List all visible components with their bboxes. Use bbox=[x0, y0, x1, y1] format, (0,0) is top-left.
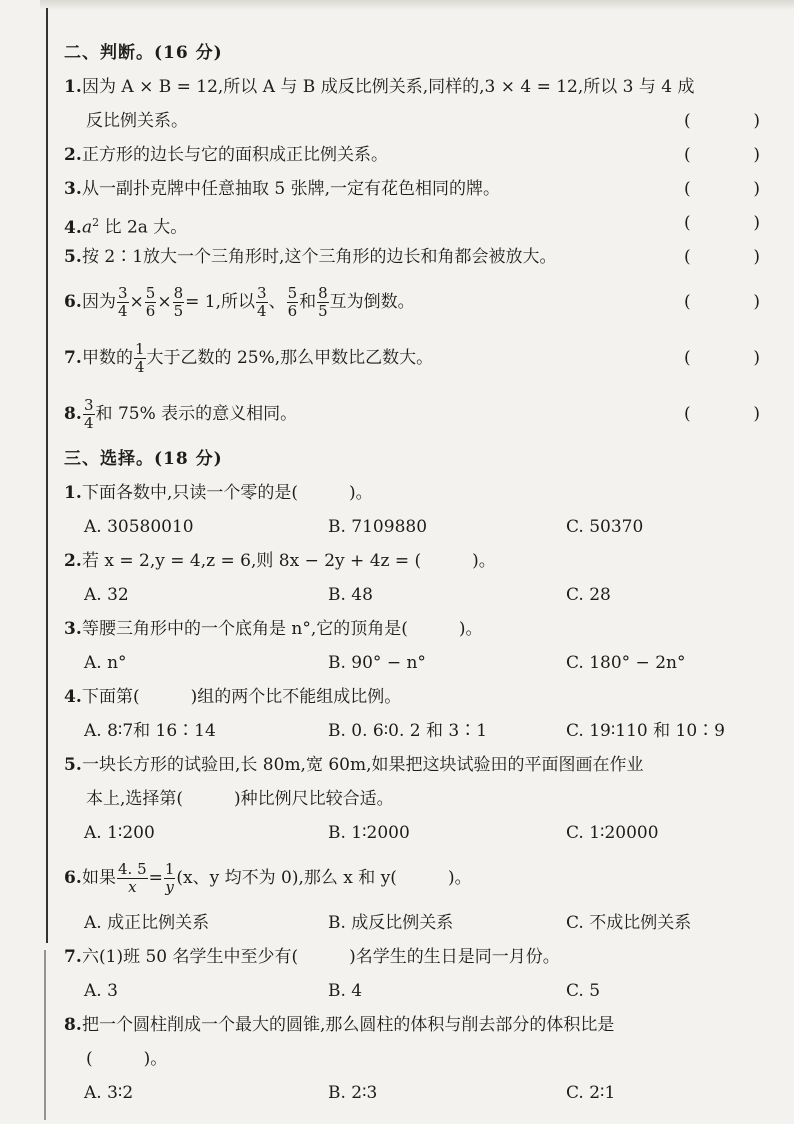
fraction: $\frac{4. 5}{x}$ bbox=[118, 860, 147, 896]
question-text: 把一个圆柱削成一个最大的圆锥,那么圆柱的体积与削去部分的体积比是 bbox=[82, 1015, 615, 1035]
choice-options-5 bbox=[64, 816, 776, 850]
answer-parentheses[interactable]: ( ) bbox=[684, 145, 760, 165]
page-left-border-lower bbox=[44, 950, 46, 1120]
answer-parentheses[interactable]: ( ) bbox=[684, 348, 760, 368]
choice-question-4 bbox=[64, 680, 776, 714]
question-number: 3. bbox=[64, 619, 82, 639]
option-c[interactable]: C. 不成比例关系 bbox=[566, 913, 692, 933]
section-title-choice: 三、选择。(18 分) bbox=[64, 449, 223, 469]
question-number: 5. bbox=[64, 755, 82, 775]
question-text: 等腰三角形中的一个底角是 n°,它的顶角是( )。 bbox=[82, 619, 483, 639]
question-number: 2. bbox=[64, 145, 82, 165]
choice-options-8 bbox=[64, 1076, 776, 1110]
option-b[interactable]: B. 4 bbox=[328, 981, 363, 1001]
option-b[interactable]: B. 成反比例关系 bbox=[328, 913, 454, 933]
question-text: 下面第( )组的两个比不能组成比例。 bbox=[82, 687, 402, 707]
fraction: $\frac{8}{5}$ bbox=[173, 284, 184, 320]
option-c[interactable]: C. 28 bbox=[566, 585, 611, 605]
question-number: 1. bbox=[64, 483, 82, 503]
fraction: $\frac{8}{5}$ bbox=[318, 284, 328, 320]
question-number: 6. bbox=[64, 868, 82, 888]
option-c[interactable]: C. 180° − 2n° bbox=[566, 653, 686, 673]
question-number: 8. bbox=[64, 404, 82, 424]
choice-question-6: 6.如果 $\frac{4. 5}{x}$ = $\frac{1}{y}$ (x、y 均不为 0),那么 x 和 y( )。 bbox=[64, 850, 776, 906]
exam-content bbox=[64, 36, 776, 1110]
option-b[interactable]: B. 2∶3 bbox=[328, 1083, 378, 1103]
choice-question-3 bbox=[64, 612, 776, 646]
choice-options-6 bbox=[64, 906, 776, 940]
question-text: 和 75% 表示的意义相同。 bbox=[95, 404, 298, 424]
question-number: 8. bbox=[64, 1015, 82, 1035]
question-text: 比 2a 大。 bbox=[99, 217, 188, 238]
judgment-question-4 bbox=[64, 206, 776, 240]
question-text: 因为 A × B = 12,所以 A 与 B 成反比例关系,同样的,3 × 4 = 12,所以 3 与 4 成 bbox=[82, 77, 695, 97]
question-text: 甲数的 bbox=[82, 348, 133, 368]
option-b[interactable]: B. 1∶2000 bbox=[328, 823, 410, 843]
judgment-question-7: 7.甲数的 $\frac{1}{4}$ 大于乙数的 25%,那么甲数比乙数大。 ( ) bbox=[64, 330, 776, 386]
option-c[interactable]: C. 1∶20000 bbox=[566, 823, 659, 843]
question-number: 4. bbox=[64, 217, 82, 238]
question-text: 一块长方形的试验田,长 80m,宽 60m,如果把这块试验田的平面图画在作业 bbox=[82, 755, 644, 775]
option-b[interactable]: B. 90° − n° bbox=[328, 653, 426, 673]
option-c[interactable]: C. 5 bbox=[566, 981, 601, 1001]
judgment-question-6: 6.因为 $\frac{3}{4}$ × $\frac{5}{6}$ × $\frac{8}{5}$ = 1,所以 $\frac{3}{4}$ 、 $\frac{5}{6}$ 和 $\frac{8}{5}$ 互为倒数。 ( ) bbox=[64, 274, 776, 330]
option-a[interactable]: A. 成正比例关系 bbox=[84, 913, 210, 933]
page-left-border bbox=[46, 8, 48, 943]
question-number: 6. bbox=[64, 292, 82, 312]
judgment-question-1 bbox=[64, 70, 776, 138]
choice-options-2 bbox=[64, 578, 776, 612]
question-text: 从一副扑克牌中任意抽取 5 张牌,一定有花色相同的牌。 bbox=[82, 179, 501, 199]
question-number: 5. bbox=[64, 247, 82, 267]
fraction: $\frac{5}{6}$ bbox=[287, 284, 298, 320]
choice-question-1 bbox=[64, 476, 776, 510]
answer-parentheses[interactable]: ( ) bbox=[684, 404, 760, 424]
choice-options-3 bbox=[64, 646, 776, 680]
answer-parentheses[interactable]: ( ) bbox=[684, 179, 760, 199]
option-c[interactable]: C. 2∶1 bbox=[566, 1083, 616, 1103]
question-number: 7. bbox=[64, 947, 82, 967]
page-top-edge bbox=[40, 0, 794, 10]
fraction: $\frac{5}{6}$ bbox=[145, 284, 156, 320]
option-a[interactable]: A. 32 bbox=[84, 585, 129, 605]
question-text-line2: 本上,选择第( )种比例尺比较合适。 bbox=[86, 789, 394, 809]
exponent: 2 bbox=[92, 216, 100, 229]
fraction: $\frac{1}{y}$ bbox=[164, 860, 175, 896]
answer-parentheses[interactable]: ( ) bbox=[684, 213, 760, 233]
option-b[interactable]: B. 48 bbox=[328, 585, 373, 605]
question-text-line2: 反比例关系。 bbox=[86, 111, 188, 131]
option-a[interactable]: A. 3∶2 bbox=[84, 1083, 134, 1103]
choice-question-7 bbox=[64, 940, 776, 974]
judgment-question-3 bbox=[64, 172, 776, 206]
choice-question-5 bbox=[64, 748, 776, 816]
question-number: 1. bbox=[64, 77, 82, 97]
question-text: 如果 bbox=[82, 868, 116, 888]
question-text-line2: ( )。 bbox=[86, 1049, 168, 1069]
option-a[interactable]: A. 8∶7和 16∶14 bbox=[84, 721, 216, 741]
option-a[interactable]: A. 30580010 bbox=[84, 517, 194, 537]
option-a[interactable]: A. 1∶200 bbox=[84, 823, 155, 843]
question-number: 4. bbox=[64, 687, 82, 707]
fraction: $\frac{3}{4}$ bbox=[118, 284, 128, 320]
option-c[interactable]: C. 19∶110 和 10∶9 bbox=[566, 721, 725, 741]
fraction: $\frac{3}{4}$ bbox=[84, 396, 94, 432]
answer-parentheses[interactable]: ( ) bbox=[684, 292, 760, 312]
answer-parentheses[interactable]: ( ) bbox=[684, 111, 760, 131]
question-text: 按 2∶1放大一个三角形时,这个三角形的边长和角都会被放大。 bbox=[82, 247, 557, 267]
choice-options-4 bbox=[64, 714, 776, 748]
fraction: $\frac{3}{4}$ bbox=[257, 284, 267, 320]
judgment-question-2 bbox=[64, 138, 776, 172]
choice-options-1 bbox=[64, 510, 776, 544]
option-c[interactable]: C. 50370 bbox=[566, 517, 644, 537]
variable-a: a bbox=[82, 217, 93, 238]
section-title-judgment: 二、判断。(16 分) bbox=[64, 43, 223, 63]
option-a[interactable]: A. 3 bbox=[84, 981, 118, 1001]
judgment-question-8 bbox=[64, 386, 776, 442]
question-text: 正方形的边长与它的面积成正比例关系。 bbox=[82, 145, 388, 165]
question-number: 7. bbox=[64, 348, 82, 368]
answer-parentheses[interactable]: ( ) bbox=[684, 247, 760, 267]
choice-question-2 bbox=[64, 544, 776, 578]
choice-options-7 bbox=[64, 974, 776, 1008]
judgment-question-5 bbox=[64, 240, 776, 274]
option-a[interactable]: A. n° bbox=[84, 653, 127, 673]
option-b[interactable]: B. 7109880 bbox=[328, 517, 428, 537]
option-b[interactable]: B. 0. 6∶0. 2 和 3∶1 bbox=[328, 721, 488, 741]
question-text: 若 x = 2,y = 4,z = 6,则 8x − 2y + 4z = ( )。 bbox=[82, 551, 496, 571]
question-number: 2. bbox=[64, 551, 82, 571]
question-number: 3. bbox=[64, 179, 82, 199]
question-text: 六(1)班 50 名学生中至少有( )名学生的生日是同一月份。 bbox=[82, 947, 560, 967]
fraction: $\frac{1}{4}$ bbox=[135, 340, 145, 376]
question-text: 因为 bbox=[82, 292, 116, 312]
question-text: 下面各数中,只读一个零的是( )。 bbox=[82, 483, 373, 503]
choice-question-8 bbox=[64, 1008, 776, 1076]
